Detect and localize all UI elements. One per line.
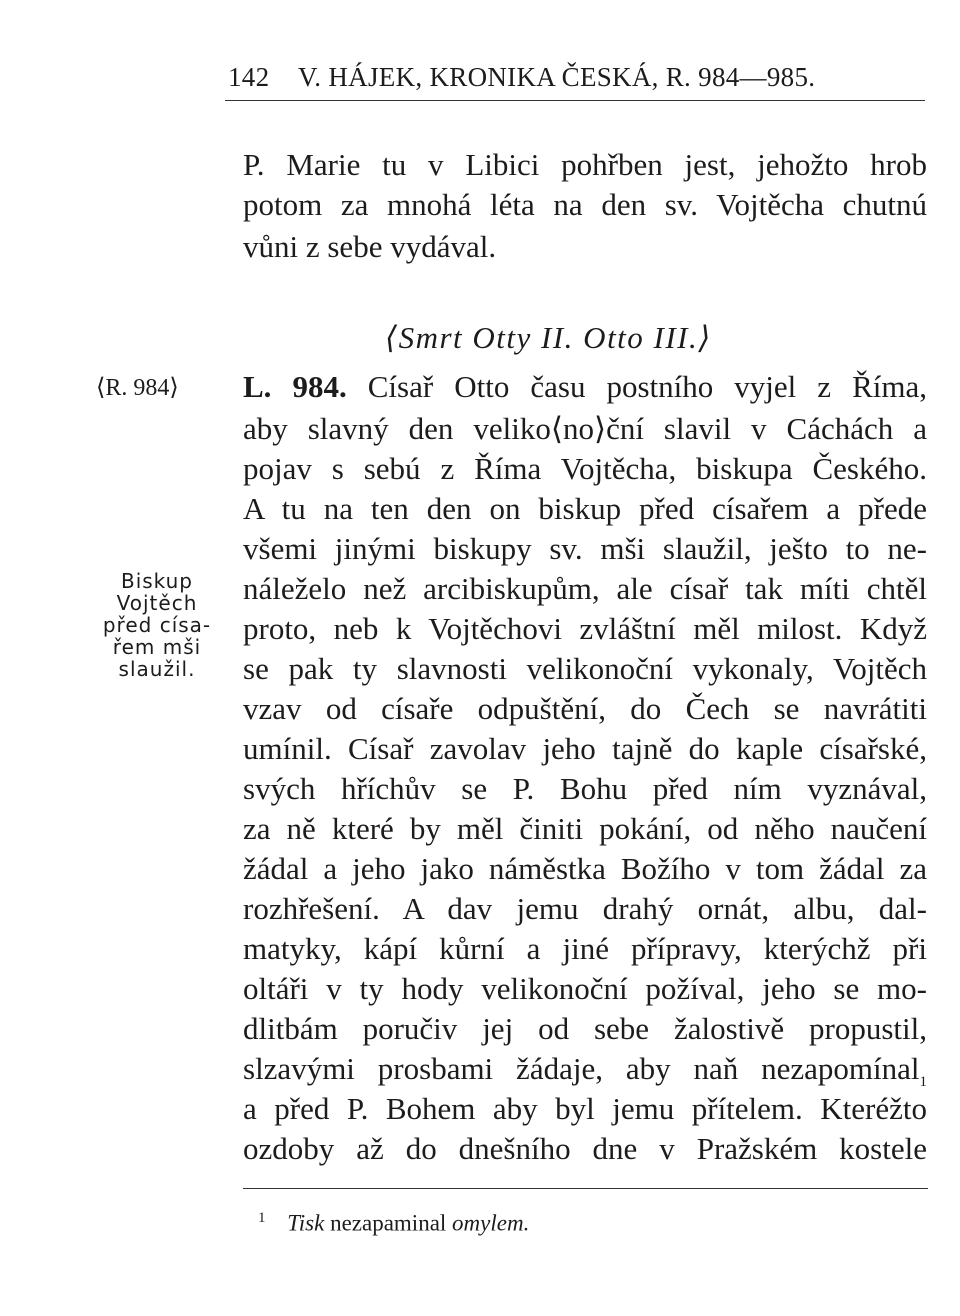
text-line-with-note [243, 1050, 927, 1091]
running-header [228, 62, 928, 102]
text-line-content: slzavými prosbami žádaje, aby naň nezapomínal [243, 1051, 920, 1086]
text-line: žádal a jeho jako náměstka Božího v tom žádal za [243, 851, 927, 886]
running-title: V. HÁJEK, KRONIKA ČESKÁ, R. 984—985. [297, 62, 816, 92]
margin-note-line: před císa- [102, 613, 212, 637]
text-line: dlitbám poručiv jej od sebe žalostivě propustil, [243, 1011, 927, 1046]
section-heading: ⟨Smrt Otty II. Otto III.⟩ [385, 320, 712, 355]
text-line: aby slavný den veliko⟨no⟩ční slavil v Cáchách a [243, 411, 927, 446]
footnote [258, 1210, 529, 1237]
entry-year: L. 984. [243, 369, 347, 404]
text-line: pojav s sebú z Říma Vojtěcha, biskupa Českého. [243, 451, 927, 486]
header-rule [225, 100, 925, 101]
text-line: rozhřešení. A dav jemu drahý ornát, albu, dal- [243, 891, 927, 926]
page-number: 142 [228, 62, 270, 92]
footnote-italic-word: Tisk [287, 1210, 325, 1236]
text-line: P. Marie tu v Libici pohřben jest, jehožto hrob [243, 147, 927, 182]
footnote-rule [243, 1188, 928, 1189]
text-line-first [243, 368, 927, 406]
margin-note-line: Biskup [120, 569, 194, 593]
footnote-italic-end: omylem. [452, 1210, 530, 1236]
margin-note-line: řem mši [112, 635, 202, 659]
text-line: potom za mnohá léta na den sv. Vojtěcha chutnú [243, 187, 927, 222]
margin-note-line: Vojtěch [116, 591, 198, 615]
footnote-reference: 1 [919, 1074, 927, 1091]
text-line: matyky, kápí kůrní a jiné přípravy, kterýchž při [243, 931, 927, 966]
text-line: oltáři v ty hody velikonoční požíval, jeho se mo- [243, 971, 927, 1006]
text-line: A tu na ten den on biskup před císařem a přede [243, 491, 927, 526]
footnote-text: nezapaminal [330, 1210, 447, 1236]
text-line-rest: Císař Otto času postního vyjel z Říma, [367, 369, 928, 404]
margin-year-note: ⟨R. 984⟩ [96, 375, 179, 401]
text-line: svých hříchův se P. Bohu před ním vyznával, [243, 771, 927, 806]
text-line: ozdoby až do dnešního dne v Pražském kostele [243, 1131, 927, 1166]
footnote-marker: 1 [258, 1210, 266, 1226]
text-line: vzav od císaře odpuštění, do Čech se navrátiti [243, 691, 927, 726]
margin-note-line: slaužil. [118, 657, 196, 681]
text-line: vůni z sebe vydával. [243, 229, 497, 264]
margin-note [84, 570, 230, 680]
text-line: proto, neb k Vojtěchovi zvláštní měl milost. Když [243, 611, 927, 646]
text-line: náleželo než arcibiskupům, ale císař tak míti chtěl [243, 571, 927, 606]
text-line: a před P. Bohem aby byl jemu přítelem. Kteréžto [243, 1091, 927, 1126]
text-line: umínil. Císař zavolav jeho tajně do kaple císařské, [243, 731, 927, 766]
text-line: všemi jinými biskupy sv. mši slaužil, ješto to ne- [243, 531, 927, 566]
text-line: za ně které by měl činiti pokání, od něho naučení [243, 811, 927, 846]
text-line: se pak ty slavnosti velikonoční vykonaly, Vojtěch [243, 651, 927, 686]
